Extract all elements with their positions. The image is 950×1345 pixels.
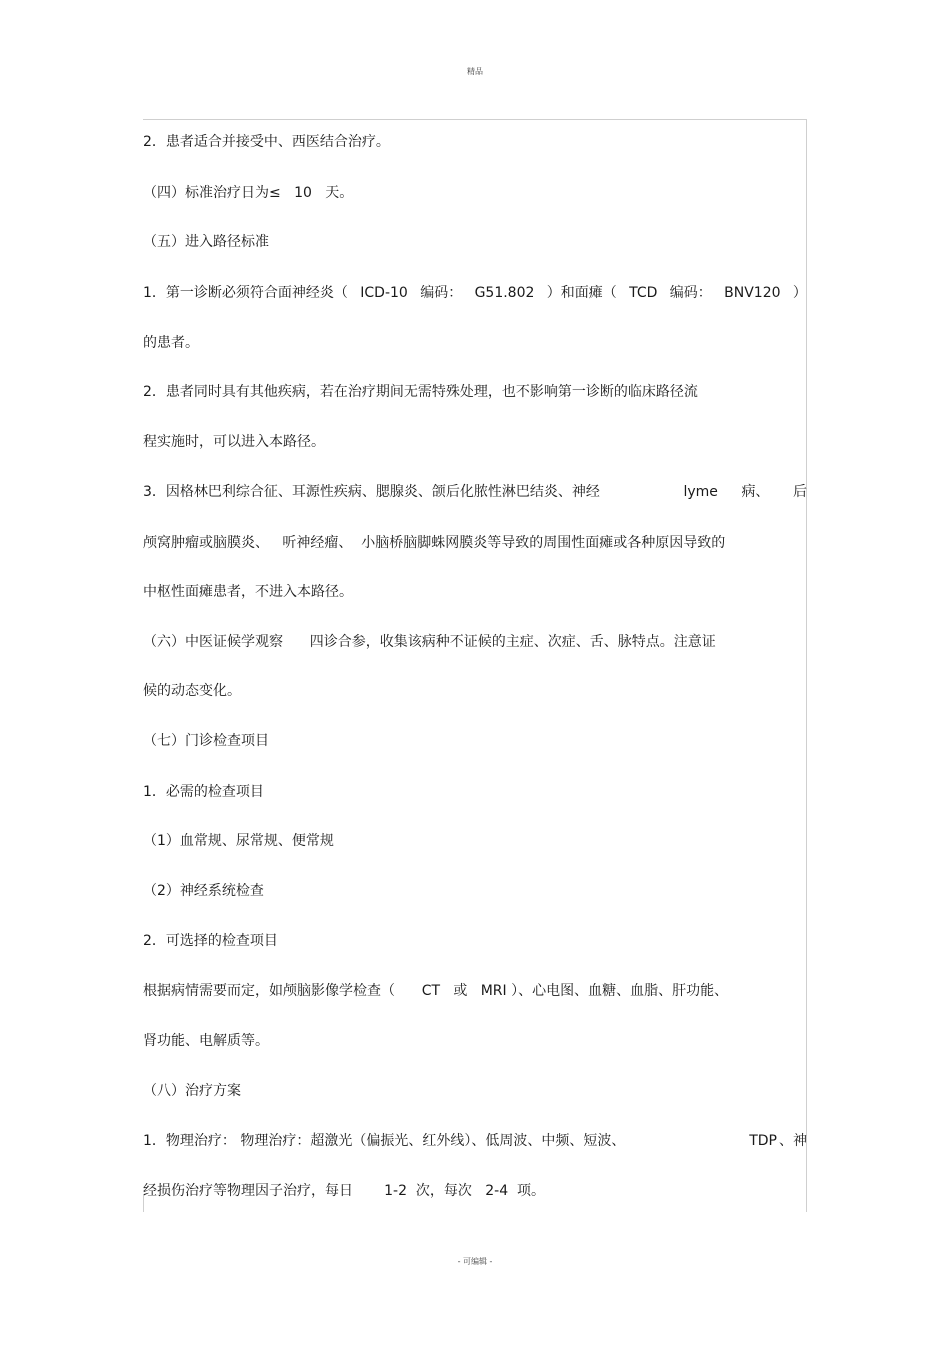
text-line-diagnosis: [143, 283, 807, 303]
section-heading: （八）治疗方案: [143, 1083, 241, 1099]
text-segment: 1．物理治疗： 物理治疗：超激光（偏振光、红外线）、低周波、中频、短波、: [143, 1133, 626, 1149]
text-line: 肾功能、电解质等。: [143, 1033, 269, 1049]
text-line-exclusion: [143, 482, 807, 502]
text-line: 的患者。: [143, 335, 199, 351]
text-line: 2．患者适合并接受中、西医结合治疗。: [143, 134, 390, 150]
text-segment: 病、: [741, 484, 770, 500]
text-segment: lyme: [683, 484, 718, 500]
header-watermark: 精品: [467, 67, 483, 76]
text-segment: ）: [792, 285, 807, 301]
text-line: 2．患者同时具有其他疾病，若在治疗期间无需特殊处理，也不影响第一诊断的临床路径流: [143, 384, 698, 400]
text-segment: 编码：: [669, 285, 712, 301]
frame-top-border: [143, 119, 807, 120]
text-segment: 编码：: [420, 285, 463, 301]
text-segment: 1．第一诊断必须符合面神经炎（: [143, 285, 348, 301]
text-line: （2）神经系统检查: [143, 883, 264, 899]
text-segment: 、神: [779, 1133, 807, 1149]
text-line: 候的动态变化。: [143, 683, 241, 699]
text-line: 中枢性面瘫患者，不进入本路径。: [143, 584, 353, 600]
text-line: （四）标准治疗日为≤ 10 天。: [143, 185, 354, 201]
footer-watermark: - 可编辑 -: [457, 1257, 493, 1266]
section-heading: （五）进入路径标准: [143, 234, 269, 250]
text-line: 2．可选择的检查项目: [143, 933, 278, 949]
text-line: 经损伤治疗等物理因子治疗，每日 1-2 次，每次 2-4 项。: [143, 1183, 546, 1199]
text-segment: ）和面瘫（: [546, 285, 617, 301]
text-segment: BNV120: [724, 285, 781, 301]
text-line: 根据病情需要而定，如颅脑影像学检查（ CT 或 MRI ）、心电图、血糖、血脂、肝功能、: [143, 983, 729, 999]
section-heading: （七）门诊检查项目: [143, 733, 269, 749]
text-segment: TDP: [749, 1133, 777, 1149]
text-line: （六）中医证候学观察 四诊合参，收集该病种不证候的主症、次症、舌、脉特点。注意证: [143, 634, 716, 650]
text-line: 颅窝肿瘤或脑膜炎、 听神经瘤、 小脑桥脑脚蛛网膜炎等导致的周围性面瘫或各种原因导致的: [143, 535, 726, 551]
text-segment: TCD: [629, 285, 658, 301]
text-segment: G51.802: [474, 285, 535, 301]
text-line-therapy: [143, 1131, 807, 1151]
text-segment: 3．因格林巴利综合征、耳源性疾病、腮腺炎、颌后化脓性淋巴结炎、神经: [143, 484, 600, 500]
text-line: 程实施时，可以进入本路径。: [143, 434, 325, 450]
text-line: （1）血常规、尿常规、便常规: [143, 833, 334, 849]
text-segment: 后: [792, 484, 807, 500]
text-line: 1．必需的检查项目: [143, 784, 264, 800]
text-segment: ICD-10: [360, 285, 408, 301]
